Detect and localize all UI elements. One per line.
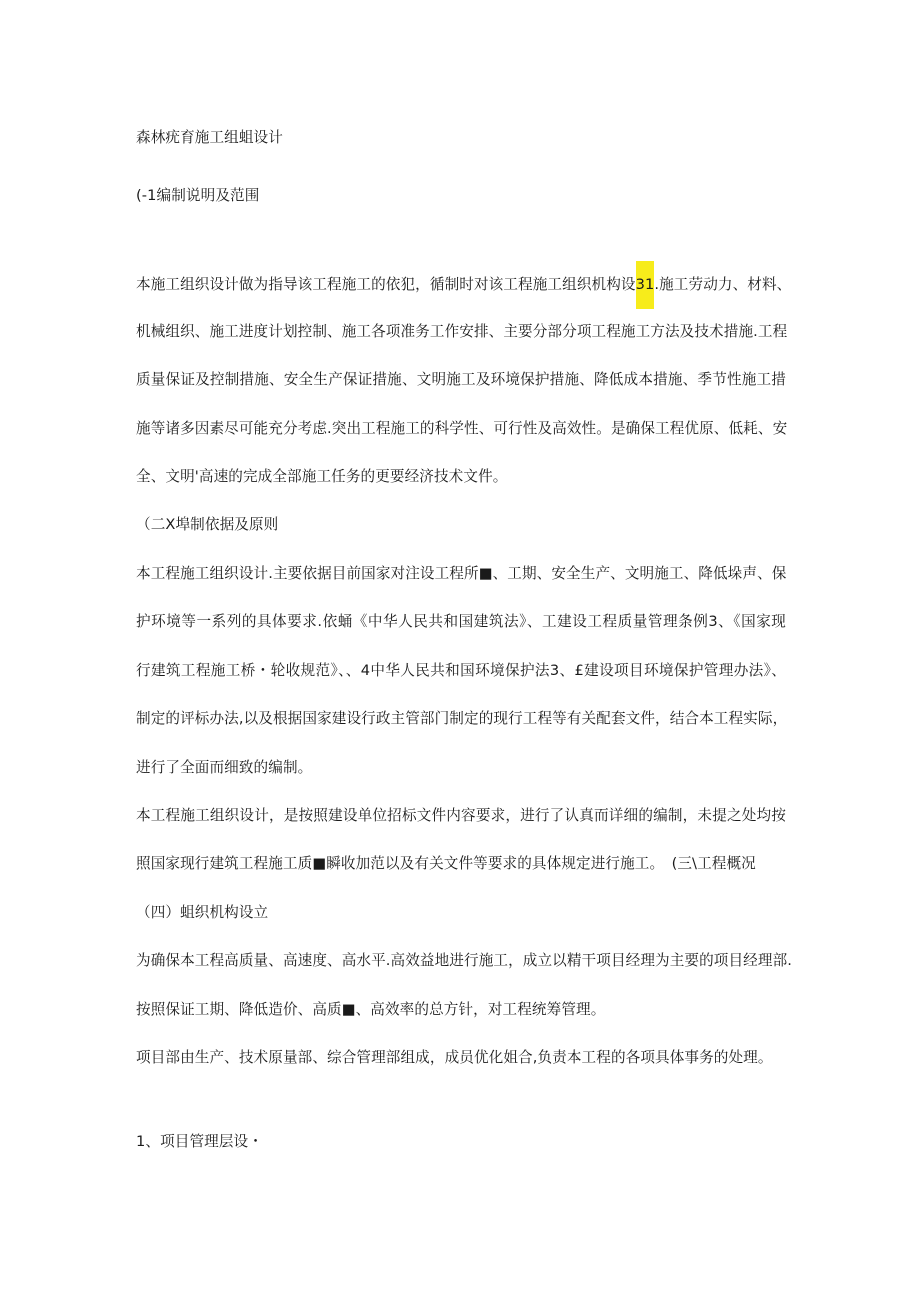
para1-line1-after: .施工劳动力、材料、 xyxy=(654,276,792,293)
para2-line5: 进行了全面而细致的编制。 xyxy=(136,759,313,776)
item1-heading: 1、项目管理层设・ xyxy=(136,1133,263,1150)
para1-line1-before: 本施工组织设计做为指导该工程施工的依犯，循制时对该工程施工组织机构设 xyxy=(136,276,636,293)
section4-heading: （四）蛆织机构设立 xyxy=(136,904,269,921)
para1-line4: 施等诸多因素尽可能充分考虑.突出工程施工的科学性、可行性及高效性。是确保工程优原、低耗、安 xyxy=(136,420,788,437)
para2-line2: 护环境等一系列的具体要求.依蛹《中华人民共和国建筑法》、工建设工程质量管理条例3、《国家现 xyxy=(136,613,786,630)
para4-line2: 按照保证工期、降低造价、高质■、高效率的总方针，对工程统筹管理。 xyxy=(136,1001,606,1018)
para2-line1: 本工程施工组织设计.主要依据目前国家对注设工程所■、工期、安全生产、文明施工、降低垛声、保 xyxy=(136,565,787,582)
section2-heading: （二X埠制依据及原则 xyxy=(136,516,279,533)
para4-line3: 项目部由生产、技术原量部、综合管理部组成，成员优化姐合,负责本工程的各项具体事务的处理。 xyxy=(136,1049,773,1066)
para3-line2: 照国家现行建筑工程施工质■瞬收加范以及有关文件等要求的具体规定进行施工。 (三\工程概况 xyxy=(136,855,756,872)
highlighted-text: 31 xyxy=(636,261,655,309)
para1-line5: 全、文明'高速的完成全部施工任务的更要经济技术文件。 xyxy=(136,468,508,485)
para2-line3: 行建筑工程施工桥・轮收规范》、、4中华人民共和国环境保护法3、£建设项目环境保护管理办法》、 xyxy=(136,662,786,679)
para1-line2: 机械组织、施工进度计划控制、施工各项准务工作安排、主要分部分项工程施工方法及技术措施.工程 xyxy=(136,323,788,340)
para3-line1: 本工程施工组织设计，是按照建设单位招标文件内容要求，进行了认真而详细的编制，未提之处均按 xyxy=(136,807,786,824)
document-title: 森林疣育施工组蛆设计 xyxy=(136,129,283,146)
para1-line1 xyxy=(136,275,792,295)
para4-line1: 为确保本工程高质量、高速度、高水平.高效益地进行施工，成立以精干项目经理为主要的项目经理部. xyxy=(136,952,793,969)
para1-line3: 质量保证及控制措施、安全生产保证措施、文明施工及环境保护措施、降低成本措施、季节性施工措 xyxy=(136,371,786,388)
section1-heading: (-1编制说明及范围 xyxy=(136,187,260,204)
para2-line4: 制定的评标办法,以及根据国家建设行政主管部门制定的现行工程等有关配套文件，结合本工程实际， xyxy=(136,710,788,727)
